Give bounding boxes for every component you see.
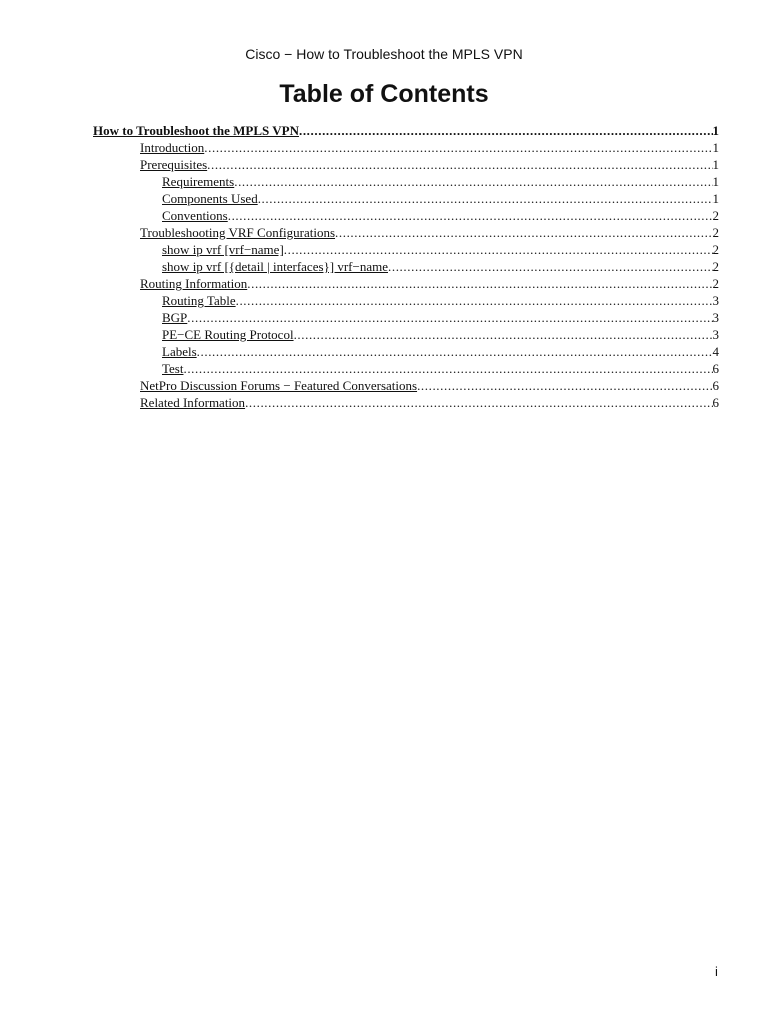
toc-entry-page: 2 [712, 208, 719, 223]
toc-entry-link[interactable]: Related Information [140, 395, 246, 410]
toc-entry [93, 122, 719, 139]
dot-leader [245, 394, 712, 411]
toc-entry-link[interactable]: show ip vrf [vrf−name] [162, 242, 284, 257]
toc-entry-link[interactable]: Prerequisites [140, 157, 208, 172]
page-number: i [715, 964, 718, 979]
toc-entry-page: 1 [712, 191, 719, 206]
dot-leader [234, 173, 712, 190]
toc-entry-page: 1 [712, 174, 719, 189]
toc-entry-link[interactable]: Test [162, 361, 184, 376]
page-title: Table of Contents [279, 80, 489, 108]
toc-entry-link[interactable]: Components Used [162, 191, 258, 206]
dot-leader [294, 326, 713, 343]
toc-entry-page: 3 [712, 327, 719, 342]
dot-leader [187, 309, 712, 326]
toc-entry-link[interactable]: Requirements [162, 174, 235, 189]
toc-entry [93, 292, 719, 309]
dot-leader [204, 139, 712, 156]
toc-entry-link[interactable]: Introduction [140, 140, 205, 155]
dot-leader [258, 190, 713, 207]
toc-entry-page: 1 [712, 140, 719, 155]
toc-entry [93, 241, 719, 258]
toc-entry-link[interactable]: NetPro Discussion Forums − Featured Conversations [140, 378, 418, 393]
toc-entry [93, 224, 719, 241]
dot-leader [388, 258, 713, 275]
toc-entry-page: 2 [712, 225, 719, 240]
toc-entry-link[interactable]: Routing Table [162, 293, 236, 308]
toc-entry-link[interactable]: How to Troubleshoot the MPLS VPN [93, 123, 299, 138]
dot-leader [207, 156, 712, 173]
dot-leader [247, 275, 712, 292]
toc-entry-page: 4 [712, 344, 719, 359]
toc-entry [93, 139, 719, 156]
toc-entry-page: 6 [712, 395, 719, 410]
toc-entry [93, 394, 719, 411]
toc-entry [93, 275, 719, 292]
toc-entry [93, 377, 719, 394]
toc-entry-page: 3 [712, 310, 719, 325]
toc-entry-link[interactable]: Routing Information [140, 276, 248, 291]
dot-leader [236, 292, 713, 309]
toc-entry-page: 2 [712, 276, 719, 291]
toc-entry [93, 207, 719, 224]
toc-entry-page: 2 [712, 259, 719, 274]
dot-leader [228, 207, 713, 224]
dot-leader [284, 241, 713, 258]
toc-entry [93, 343, 719, 360]
toc-entry-link[interactable]: Labels [162, 344, 197, 359]
toc-entry [93, 326, 719, 343]
toc-entry-link[interactable]: show ip vrf [{detail | interfaces}] vrf−name [162, 259, 388, 274]
dot-leader [197, 343, 713, 360]
toc-entry-page: 6 [712, 378, 719, 393]
toc-entry-page: 3 [712, 293, 719, 308]
toc-entry [93, 360, 719, 377]
running-header: Cisco − How to Troubleshoot the MPLS VPN [245, 46, 523, 62]
toc-entry-page: 1 [712, 123, 719, 138]
toc-entry-link[interactable]: PE−CE Routing Protocol [162, 327, 294, 342]
toc-entry-link[interactable]: BGP [162, 310, 188, 325]
toc-entry-page: 6 [712, 361, 719, 376]
toc-entry [93, 258, 719, 275]
toc-entry-page: 2 [712, 242, 719, 257]
dot-leader [299, 122, 713, 139]
toc-entry [93, 173, 719, 190]
toc-entry [93, 156, 719, 173]
table-of-contents [93, 122, 719, 411]
toc-entry-page: 1 [712, 157, 719, 172]
toc-entry-link[interactable]: Conventions [162, 208, 228, 223]
toc-entry [93, 309, 719, 326]
dot-leader [183, 360, 712, 377]
dot-leader [335, 224, 712, 241]
toc-entry [93, 190, 719, 207]
toc-entry-link[interactable]: Troubleshooting VRF Configurations [140, 225, 336, 240]
dot-leader [417, 377, 712, 394]
